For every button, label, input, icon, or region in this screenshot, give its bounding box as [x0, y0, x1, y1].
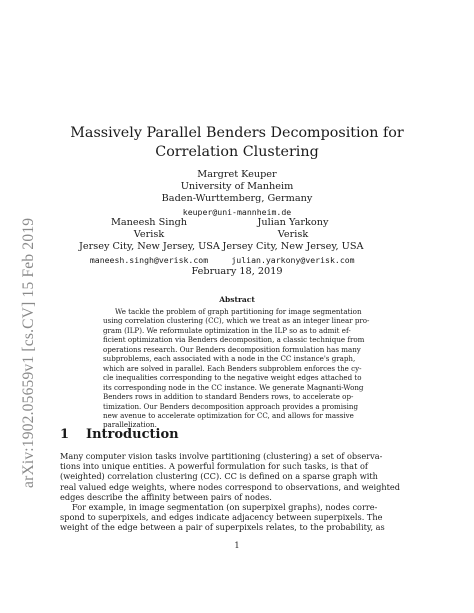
- body-line: spond to superpixels, and edges indicate adjacency between superpixels. The: [60, 512, 383, 523]
- author-email: keuper@uni-mannheim.de: [182, 206, 292, 217]
- author-email: julian.yarkony@verisk.com: [231, 254, 355, 265]
- abstract-body: [103, 307, 371, 430]
- abstract-line: operations research. Our Benders decomposition formulation has many: [103, 344, 361, 354]
- abstract-line: which are solved in parallel. Each Benders subproblem enforces the cy-: [103, 363, 362, 373]
- section-number: 1: [60, 427, 70, 442]
- body-line: Many computer vision tasks involve partitioning (clustering) a set of observa-: [60, 451, 383, 461]
- paper-title: [62, 124, 412, 162]
- section-title: Introduction: [86, 427, 179, 442]
- introduction-body: [60, 451, 412, 533]
- author-affiliation: Verisk: [277, 229, 309, 241]
- page-number: 1: [234, 540, 240, 550]
- arxiv-identifier-text: arXiv:1902.05659v1 [cs.CV] 15 Feb 2019: [20, 217, 37, 488]
- body-line: real valued edge weights, where nodes correspond to observations, and weighted: [60, 481, 401, 492]
- paper-date: February 18, 2019: [191, 266, 283, 277]
- abstract-line: its corresponding node in the CC instance. We generate Magnanti-Wong: [103, 382, 364, 392]
- abstract-line: subproblems, each associated with a node in the CC instance's graph,: [103, 354, 356, 364]
- abstract-line: parallelization.: [103, 420, 157, 430]
- abstract-line: We tackle the problem of graph partitioning for image segmentation: [115, 307, 362, 316]
- arxiv-identifier-stamp: [18, 128, 37, 488]
- author-name: Julian Yarkony: [257, 217, 329, 228]
- body-line: (weighted) correlation clustering (CC). CC is defined on a sparse graph with: [60, 471, 378, 482]
- author-affiliation: Verisk: [133, 229, 165, 241]
- body-line: tions into unique entities. A powerful formulation for such tasks, is that of: [60, 461, 368, 472]
- body-line: edges describe the affinity between pairs of nodes.: [60, 491, 272, 502]
- author-affiliation: Jersey City, New Jersey, USA: [222, 241, 364, 253]
- abstract-line: using correlation clustering (CC), which we treat as an integer linear pro-: [103, 316, 370, 326]
- title-line-1: Massively Parallel Benders Decomposition for: [70, 125, 404, 141]
- author-affiliation: Jersey City, New Jersey, USA: [79, 241, 220, 253]
- abstract-line: cle inequalities corresponding to the negative weight edges attached to: [103, 373, 362, 383]
- body-line: weight of the edge between a pair of superpixels relates, to the probability, as: [60, 522, 385, 533]
- author-block-singh: [79, 217, 219, 266]
- body-line: For example, in image segmentation (on superpixel graphs), nodes corre-: [72, 502, 378, 513]
- abstract-line: gram (ILP). We reformulate optimization in the ILP so as to admit ef-: [103, 325, 351, 335]
- abstract-heading: Abstract: [219, 295, 255, 304]
- author-affiliation: Baden-Wurttemberg, Germany: [161, 193, 313, 205]
- abstract-line: Benders rows in addition to standard Benders rows, to accelerate op-: [103, 392, 354, 402]
- author-name: Margret Keuper: [197, 169, 277, 180]
- abstract-line: timization. Our Benders decomposition approach provides a promising: [103, 401, 359, 411]
- author-name: Maneesh Singh: [110, 217, 188, 228]
- author-affiliation: University of Manheim: [180, 181, 294, 193]
- title-line-2: Correlation Clustering: [155, 144, 319, 160]
- author-block-keuper: [137, 169, 337, 218]
- author-block-yarkony: [218, 217, 368, 266]
- abstract-line: new avenue to accelerate optimization for CC, and allows for massive: [103, 410, 354, 420]
- author-email: maneesh.singh@verisk.com: [89, 254, 209, 265]
- abstract-line: ficient optimization via Benders decomposition, a classic technique from: [103, 335, 365, 345]
- section-heading-introduction: [60, 427, 179, 442]
